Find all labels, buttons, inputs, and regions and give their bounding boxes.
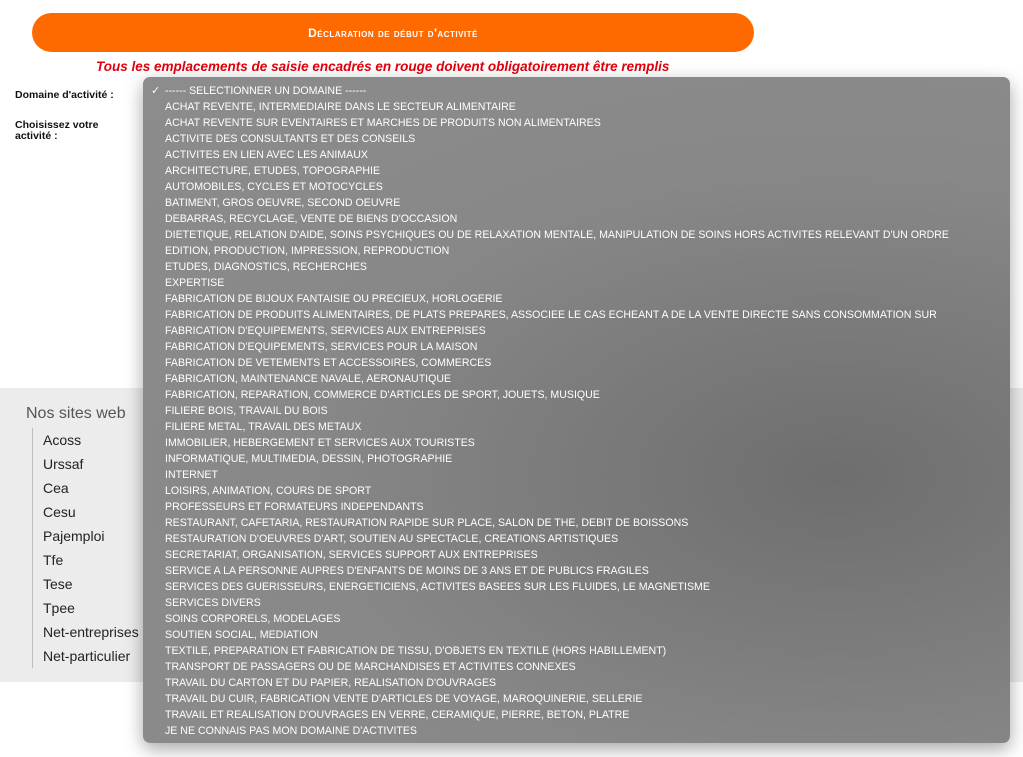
domain-option[interactable] [143, 563, 1010, 579]
domain-option[interactable] [143, 387, 1010, 403]
domain-option[interactable] [143, 355, 1010, 371]
sites-list [32, 428, 139, 668]
site-link[interactable]: Tfe [43, 552, 64, 568]
domain-option-label: ETUDES, DIAGNOSTICS, RECHERCHES [165, 261, 367, 273]
domain-option[interactable] [143, 323, 1010, 339]
domain-option[interactable] [143, 307, 1010, 323]
domain-option-label: TRANSPORT DE PASSAGERS OU DE MARCHANDISES ET ACTIVITES CONNEXES [165, 661, 576, 673]
domain-option[interactable] [143, 531, 1010, 547]
domain-option-label: ACHAT REVENTE SUR EVENTAIRES ET MARCHES DE PRODUITS NON ALIMENTAIRES [165, 117, 601, 129]
domain-option-label: INTERNET [165, 469, 218, 481]
domain-option-label: FILIERE BOIS, TRAVAIL DU BOIS [165, 405, 328, 417]
domain-option[interactable] [143, 675, 1010, 691]
domain-option[interactable] [143, 595, 1010, 611]
domain-option-label: INFORMATIQUE, MULTIMEDIA, DESSIN, PHOTOGRAPHIE [165, 453, 453, 465]
domain-option-label: FABRICATION, REPARATION, COMMERCE D'ARTICLES DE SPORT, JOUETS, MUSIQUE [165, 389, 600, 401]
site-link[interactable]: Pajemploi [43, 528, 105, 544]
domain-option-label: SERVICE A LA PERSONNE AUPRES D'ENFANTS DE MOINS DE 3 ANS ET DE PUBLICS FRAGILES [165, 565, 649, 577]
site-link[interactable]: Cesu [43, 504, 76, 520]
domain-option[interactable] [143, 435, 1010, 451]
domain-option[interactable] [143, 499, 1010, 515]
domain-option[interactable] [143, 291, 1010, 307]
page-title: Déclaration de début d'activité [308, 25, 478, 40]
domain-option-label: TEXTILE, PREPARATION ET FABRICATION DE TISSU, D'OBJETS EN TEXTILE (HORS HABILLEMENT) [165, 645, 667, 657]
site-link[interactable]: Urssaf [43, 456, 84, 472]
domain-options-list [143, 77, 1010, 739]
domain-option[interactable] [143, 115, 1010, 131]
domain-option-label: FABRICATION, MAINTENANCE NAVALE, AERONAUTIQUE [165, 373, 452, 385]
domain-option[interactable] [143, 547, 1010, 563]
site-link[interactable]: Net-entreprises [43, 624, 139, 640]
domain-option[interactable] [143, 515, 1010, 531]
domain-option[interactable] [143, 179, 1010, 195]
domain-option[interactable] [143, 707, 1010, 723]
domain-option-label: IMMOBILIER, HEBERGEMENT ET SERVICES AUX TOURISTES [165, 437, 475, 449]
sites-title: Nos sites web [26, 405, 126, 422]
domain-option[interactable] [143, 275, 1010, 291]
domain-option[interactable] [143, 627, 1010, 643]
domain-option-label: DEBARRAS, RECYCLAGE, VENTE DE BIENS D'OCCASION [165, 213, 458, 225]
domain-option[interactable] [143, 83, 1010, 99]
domain-option[interactable] [143, 195, 1010, 211]
checkmark-icon: ✓ [151, 85, 161, 97]
domain-option-label: ACTIVITES EN LIEN AVEC LES ANIMAUX [165, 149, 368, 161]
domain-option-label: TRAVAIL DU CUIR, FABRICATION VENTE D'ARTICLES DE VOYAGE, MAROQUINERIE, SELLERIE [165, 693, 643, 705]
domain-option-label: RESTAURANT, CAFETARIA, RESTAURATION RAPIDE SUR PLACE, SALON DE THE, DEBIT DE BOISSONS [165, 517, 689, 529]
domain-option[interactable] [143, 163, 1010, 179]
domain-option[interactable] [143, 403, 1010, 419]
domain-option[interactable] [143, 211, 1010, 227]
page-header [32, 13, 754, 52]
required-fields-notice: Tous les emplacements de saisie encadrés en rouge doivent obligatoirement être remplis [96, 59, 670, 74]
domain-option[interactable] [143, 643, 1010, 659]
domain-option-label: LOISIRS, ANIMATION, COURS DE SPORT [165, 485, 372, 497]
domain-option[interactable] [143, 419, 1010, 435]
domain-option[interactable] [143, 691, 1010, 707]
domain-option[interactable] [143, 339, 1010, 355]
domain-option[interactable] [143, 259, 1010, 275]
domain-option-label: FILIERE METAL, TRAVAIL DES METAUX [165, 421, 362, 433]
domain-option-label: ARCHITECTURE, ETUDES, TOPOGRAPHIE [165, 165, 381, 177]
domain-option-label: BATIMENT, GROS OEUVRE, SECOND OEUVRE [165, 197, 401, 209]
domain-option-label: SOUTIEN SOCIAL, MEDIATION [165, 629, 318, 641]
domain-option[interactable] [143, 611, 1010, 627]
domain-option[interactable] [143, 227, 1010, 243]
site-link[interactable]: Cea [43, 480, 69, 496]
domain-option[interactable] [143, 579, 1010, 595]
domain-option[interactable] [143, 243, 1010, 259]
site-link[interactable]: Tpee [43, 600, 75, 616]
domain-option-label: ACHAT REVENTE, INTERMEDIAIRE DANS LE SECTEUR ALIMENTAIRE [165, 101, 516, 113]
activity-label: Choisissez votre activité : [15, 119, 99, 142]
domain-option-label: FABRICATION DE VETEMENTS ET ACCESSOIRES, COMMERCES [165, 357, 492, 369]
domain-option-label: RESTAURATION D'OEUVRES D'ART, SOUTIEN AU SPECTACLE, CREATIONS ARTISTIQUES [165, 533, 619, 545]
domain-option-label: JE NE CONNAIS PAS MON DOMAINE D'ACTIVITES [165, 725, 417, 737]
domain-option-label: TRAVAIL ET REALISATION D'OUVRAGES EN VERRE, CERAMIQUE, PIERRE, BETON, PLATRE [165, 709, 630, 721]
domain-option-label: FABRICATION D'EQUIPEMENTS, SERVICES AUX ENTREPRISES [165, 325, 486, 337]
site-link[interactable]: Tese [43, 576, 73, 592]
site-link[interactable]: Net-particulier [43, 648, 131, 664]
domain-option-label: FABRICATION DE PRODUITS ALIMENTAIRES, DE PLATS PREPARES, ASSOCIEE LE CAS ECHEANT A DE LA VENTE DIRECTE SANS CONSOMMATION SUR [165, 309, 937, 321]
domain-option-label: TRAVAIL DU CARTON ET DU PAPIER, REALISATION D'OUVRAGES [165, 677, 497, 689]
domain-option[interactable] [143, 371, 1010, 387]
domain-option-label: FABRICATION D'EQUIPEMENTS, SERVICES POUR LA MAISON [165, 341, 478, 353]
domain-option-label: FABRICATION DE BIJOUX FANTAISIE OU PRECIEUX, HORLOGERIE [165, 293, 503, 305]
domain-option[interactable] [143, 659, 1010, 675]
domain-option[interactable] [143, 483, 1010, 499]
domain-option[interactable] [143, 147, 1010, 163]
domain-option[interactable] [143, 451, 1010, 467]
domain-option-label: DIETETIQUE, RELATION D'AIDE, SOINS PSYCHIQUES OU DE RELAXATION MENTALE, MANIPULATION DE SOINS HORS ACTIVITES RELEVANT D'UN ORDRE [165, 229, 949, 241]
domain-option[interactable] [143, 99, 1010, 115]
domain-label: Domaine d'activité : [15, 89, 114, 101]
domain-option-label: EXPERTISE [165, 277, 225, 289]
site-link[interactable]: Acoss [43, 432, 82, 448]
domain-option-label: AUTOMOBILES, CYCLES ET MOTOCYCLES [165, 181, 383, 193]
domain-option-label: SERVICES DIVERS [165, 597, 261, 609]
domain-option-label: EDITION, PRODUCTION, IMPRESSION, REPRODUCTION [165, 245, 450, 257]
domain-option-label: SERVICES DES GUERISSEURS, ENERGETICIENS, ACTIVITES BASEES SUR LES FLUIDES, LE MAGNETISME [165, 581, 710, 593]
domain-option-label: SECRETARIAT, ORGANISATION, SERVICES SUPPORT AUX ENTREPRISES [165, 549, 538, 561]
domain-option[interactable] [143, 723, 1010, 739]
domain-option[interactable] [143, 131, 1010, 147]
domain-option-label: SOINS CORPORELS, MODELAGES [165, 613, 341, 625]
domain-option-label: PROFESSEURS ET FORMATEURS INDEPENDANTS [165, 501, 424, 513]
domain-option-label: ------ SELECTIONNER UN DOMAINE ------ [165, 85, 367, 97]
domain-select-dropdown[interactable] [143, 77, 1010, 743]
domain-option-label: ACTIVITE DES CONSULTANTS ET DES CONSEILS [165, 133, 416, 145]
domain-option[interactable] [143, 467, 1010, 483]
